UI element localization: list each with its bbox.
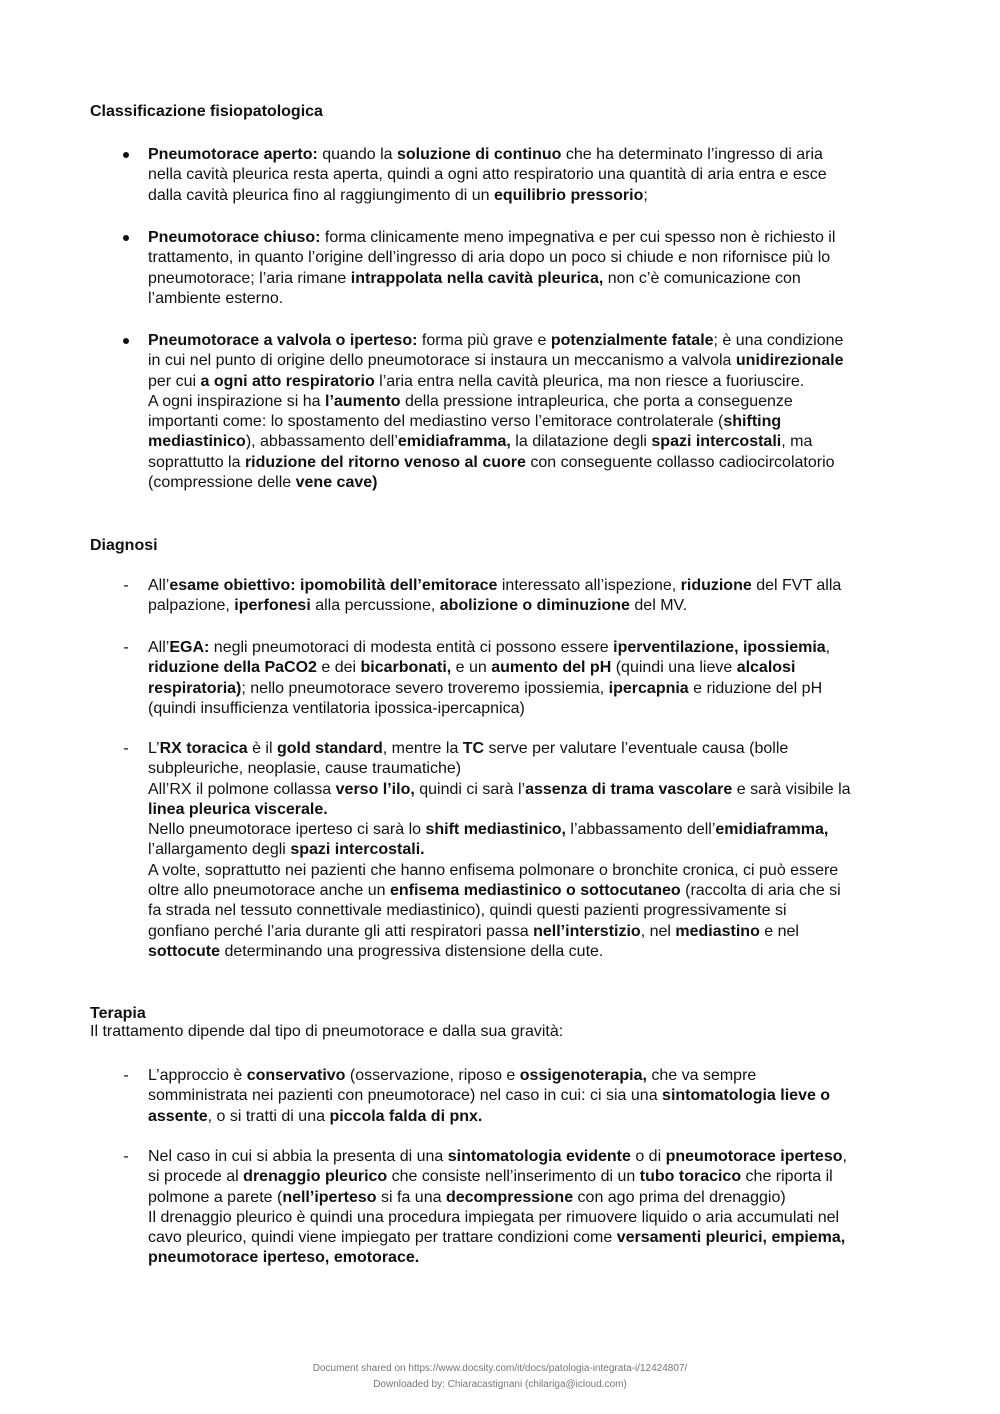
- bold-text: tubo toracico: [639, 1168, 742, 1186]
- bullet-icon: [116, 331, 136, 344]
- bold-text: Pneumotorace chiuso:: [148, 229, 321, 246]
- text-line: [148, 658, 938, 678]
- text-line: [148, 289, 938, 309]
- bold-text: Pneumotorace aperto:: [148, 146, 318, 163]
- bold-text: pneumotorace iperteso: [665, 1148, 843, 1165]
- text: ,: [842, 1148, 847, 1165]
- text-line: [148, 432, 938, 452]
- list-item: [123, 1147, 938, 1269]
- bold-text: sottocute: [148, 942, 220, 960]
- text-line: [148, 145, 938, 165]
- text-line: [148, 840, 938, 860]
- bold-text: shifting: [723, 413, 782, 431]
- text: pneumotorace; l’aria rimane: [148, 269, 351, 287]
- bold-text: versamenti pleurici, empiema,: [616, 1229, 846, 1247]
- bold-text: bicarbonati,: [360, 659, 452, 677]
- bold-text: riduzione: [680, 577, 752, 594]
- text: interessato all’ispezione,: [497, 577, 681, 594]
- text: con ago prima del drenaggio): [573, 1188, 786, 1206]
- text: si fa una: [376, 1188, 446, 1206]
- text: che va sempre: [646, 1067, 757, 1084]
- bold-text: nell’iperteso: [282, 1188, 377, 1206]
- section-title-terapia: Terapia: [90, 1005, 146, 1022]
- list-item: [123, 1066, 938, 1127]
- text-line: [148, 372, 938, 392]
- text: (quindi una lieve: [611, 659, 737, 677]
- bullet-icon: [116, 145, 136, 158]
- text-line: [148, 780, 938, 800]
- bold-text: abolizione o diminuzione: [439, 597, 630, 615]
- text: l’aria entra nella cavità pleurica, ma non riesce a fuoriuscire.: [374, 372, 805, 390]
- text: All’: [148, 577, 170, 594]
- bold-text: spazi intercostali: [651, 433, 782, 451]
- text: ; è una condizione: [713, 332, 844, 349]
- list-item: [148, 331, 938, 493]
- bold-text: spazi intercostali.: [290, 841, 425, 859]
- bold-text: pneumotorace iperteso, emotorace.: [148, 1249, 420, 1267]
- text: A ogni inspirazione si ha: [148, 392, 325, 410]
- text-line: [148, 679, 938, 699]
- bullet-icon: [116, 228, 136, 241]
- text-line: [148, 412, 938, 432]
- text: All’RX il polmone collassa: [148, 780, 336, 798]
- text: A volte, soprattutto nei pazienti che hanno enfisema polmonare o bronchite cronica, ci può essere: [148, 861, 839, 879]
- bold-text: vene cave): [295, 474, 378, 492]
- text-line: [148, 1208, 938, 1228]
- list-item: [148, 228, 938, 309]
- text: e un: [451, 659, 492, 677]
- text: L’approccio è: [148, 1067, 247, 1084]
- text: (osservazione, riposo e: [345, 1067, 520, 1084]
- text-line: [148, 331, 938, 351]
- list-item: [148, 145, 938, 206]
- bold-text: gold standard: [276, 740, 383, 757]
- bold-text: TC: [462, 740, 485, 757]
- text-line: [148, 228, 938, 248]
- text-line: [148, 248, 938, 268]
- text: subpleuriche, neoplasie, cause traumatiche): [148, 760, 462, 778]
- text: L’: [148, 740, 160, 757]
- text-line: [148, 699, 938, 719]
- text: forma più grave e: [417, 332, 551, 349]
- bold-text: nell’interstizio: [533, 922, 641, 940]
- text: in cui nel punto di origine dello pneumotorace si instaura un meccanismo a valvola: [148, 352, 736, 370]
- bold-text: sintomatologia evidente: [447, 1148, 631, 1165]
- text-line: [148, 473, 938, 493]
- text-line: [148, 1248, 938, 1268]
- text-line: [148, 881, 938, 901]
- text: per cui: [148, 372, 201, 390]
- text-line: [148, 1066, 938, 1086]
- bold-text: aumento del pH: [491, 659, 612, 677]
- text: e dei: [316, 659, 361, 677]
- bold-text: EGA:: [169, 639, 210, 656]
- text: del MV.: [629, 597, 688, 615]
- text: negli pneumotoraci di modesta entità ci possono essere: [209, 639, 614, 656]
- text: dalla cavità pleurica fino al raggiungimento di un: [148, 186, 494, 204]
- text: All’: [148, 639, 170, 656]
- text: , mentre la: [382, 740, 463, 757]
- text: quindi ci sarà l’: [414, 780, 526, 798]
- footer-downloaded-by: Downloaded by: Chiaracastignani (chilariga@icloud.com): [373, 1379, 627, 1390]
- text: che ha determinato l’ingresso di aria: [561, 146, 823, 163]
- text-line: [148, 638, 938, 658]
- bold-text: iperfonesi: [234, 597, 311, 615]
- bold-text: riduzione del ritorno venoso al cuore: [244, 453, 526, 471]
- list-item: [123, 739, 938, 962]
- text-line: [148, 392, 938, 412]
- text: (raccolta di aria che si: [680, 882, 841, 900]
- text: è il: [247, 740, 277, 757]
- text: (quindi insufficienza ventilatoria ipossica-ipercapnica): [148, 699, 525, 717]
- bold-text: riduzione della PaCO2: [148, 659, 317, 677]
- text-line: [148, 759, 938, 779]
- text-line: [148, 1086, 938, 1106]
- text: palpazione,: [148, 597, 235, 615]
- section-title-diagnosi: Diagnosi: [90, 537, 158, 554]
- text: somministrata nei pazienti con pneumotorace) nel caso in cui: ci sia una: [148, 1087, 663, 1105]
- dash-marker-icon: -: [123, 1067, 129, 1084]
- text: non c’è comunicazione con: [603, 269, 801, 287]
- text: con conseguente collasso cadiocircolatorio: [525, 453, 835, 471]
- text-line: [148, 901, 938, 921]
- bold-text: mediastinico: [148, 433, 246, 451]
- text-line: [148, 820, 938, 840]
- text: trattamento, in quanto l’origine dell’ingresso di aria dopo un poco si chiude e non rifornisce più lo: [148, 249, 831, 267]
- text-line: [148, 1228, 938, 1248]
- bold-text: sintomatologia lieve o: [662, 1087, 831, 1105]
- text-line: [148, 800, 938, 820]
- dash-marker-icon: -: [123, 740, 129, 757]
- text-line: [148, 1188, 938, 1208]
- text-line: [148, 351, 938, 371]
- bold-text: iperventilazione, ipossiemia: [613, 639, 826, 656]
- dash-marker-icon: -: [123, 639, 129, 656]
- section-title-classificazione: Classificazione fisiopatologica: [90, 103, 323, 120]
- text-line: [148, 942, 938, 962]
- text: e riduzione del pH: [688, 679, 823, 697]
- text: e sarà visibile la: [732, 780, 851, 798]
- text: forma clinicamente meno impegnativa e per cui spesso non è richiesto il: [320, 229, 836, 246]
- bold-text: enfisema mediastinico o sottocutaneo: [389, 882, 681, 900]
- text: serve per valutare l’eventuale causa (bolle: [484, 740, 789, 757]
- bold-text: ossigenoterapia,: [519, 1067, 647, 1084]
- bold-text: potenzialmente fatale: [550, 332, 714, 349]
- text: , o si tratti di una: [207, 1107, 330, 1125]
- text: polmone a parete (: [148, 1188, 283, 1206]
- text: alla percussione,: [310, 597, 440, 615]
- text-line: [148, 739, 938, 759]
- bold-text: piccola falda di pnx.: [329, 1107, 483, 1125]
- text: oltre allo pneumotorace anche un: [148, 882, 390, 900]
- text: l’ambiente esterno.: [148, 289, 284, 307]
- bold-text: unidirezionale: [735, 352, 844, 370]
- bold-text: a ogni atto respiratorio: [200, 372, 375, 390]
- text-line: [148, 269, 938, 289]
- text: della pressione intrapleurica, che porta a conseguenze: [400, 392, 793, 410]
- bold-text: emidiaframma,: [397, 433, 511, 451]
- bold-text: assente: [148, 1107, 208, 1125]
- text-line: [148, 165, 938, 185]
- text: ,: [825, 639, 831, 656]
- text: che consiste nell’inserimento di un: [387, 1168, 640, 1186]
- text: Nello pneumotorace iperteso ci sarà lo: [148, 821, 426, 839]
- text: si procede al: [148, 1168, 244, 1186]
- text: ;: [643, 186, 648, 204]
- bold-text: mediastino: [675, 922, 760, 940]
- text-line: [148, 922, 938, 942]
- bold-text: assenza di trama vascolare: [525, 780, 733, 798]
- text-line: [148, 576, 938, 596]
- bold-text: RX toracica: [159, 740, 248, 757]
- text: ), abbassamento dell’: [245, 433, 398, 451]
- list-item: [123, 638, 938, 719]
- text: nella cavità pleurica resta aperta, quindi a ogni atto respiratorio una quantità di aria entra e esce: [148, 166, 827, 184]
- text-line: [148, 186, 938, 206]
- text: , ma: [781, 433, 813, 451]
- text: cavo pleurico, quindi viene impiegato per trattare condizioni come: [148, 1229, 617, 1247]
- text-line: [148, 596, 938, 616]
- text: Nel caso in cui si abbia la presenta di una: [148, 1148, 448, 1165]
- text: (compressione delle: [148, 474, 296, 492]
- bold-text: respiratoria): [148, 679, 242, 697]
- bold-text: equilibrio pressorio: [494, 186, 644, 204]
- bold-text: drenaggio pleurico: [243, 1168, 388, 1186]
- bold-text: conservativo: [246, 1067, 346, 1084]
- text: determinando una progressiva distensione della cute.: [220, 942, 604, 960]
- text-line: [148, 1167, 938, 1187]
- text-line: [148, 861, 938, 881]
- text-line: [148, 453, 938, 473]
- text: del FVT alla: [751, 577, 842, 594]
- text: , nel: [640, 922, 676, 940]
- text: che riporta il: [741, 1168, 833, 1186]
- bold-text: linea pleurica viscerale.: [148, 800, 328, 818]
- bold-text: verso l’ilo,: [335, 780, 415, 798]
- bold-text: shift mediastinico,: [425, 821, 566, 839]
- section-intro: Il trattamento dipende dal tipo di pneumotorace e dalla sua gravità:: [90, 1023, 564, 1040]
- bold-text: intrappolata nella cavità pleurica,: [350, 269, 604, 287]
- text: soprattutto la: [148, 453, 245, 471]
- bold-text: esame obiettivo: ipomobilità dell’emitorace: [169, 577, 498, 594]
- bold-text: Pneumotorace a valvola o iperteso:: [148, 332, 418, 349]
- bold-text: soluzione di continuo: [397, 146, 562, 163]
- list-item: [123, 576, 938, 617]
- bold-text: l’aumento: [325, 392, 401, 410]
- text-line: [148, 1147, 938, 1167]
- bold-text: ipercapnia: [608, 679, 689, 697]
- text: e nel: [759, 922, 799, 940]
- text: la dilatazione degli: [510, 433, 652, 451]
- text: l’allargamento degli: [148, 841, 291, 859]
- dash-marker-icon: -: [123, 1148, 129, 1165]
- dash-marker-icon: -: [123, 577, 129, 594]
- text-line: [148, 1107, 938, 1127]
- text: quando la: [317, 146, 397, 163]
- text: fa strada nel tessuto connettivale mediastinico), quindi questi pazienti progressivamente si: [148, 902, 787, 920]
- text: Il drenaggio pleurico è quindi una procedura impiegata per rimuovere liquido o aria accumulati nel: [148, 1208, 840, 1226]
- text: l’abbassamento dell’: [565, 821, 716, 839]
- text: ; nello pneumotorace severo troveremo ipossiemia,: [241, 679, 609, 697]
- bold-text: emidiaframma,: [715, 821, 829, 839]
- text: importanti come: lo spostamento del mediastino verso l’emitorace controlaterale (: [148, 413, 724, 431]
- text: gonfiano perché l’aria durante gli atti respiratori passa: [148, 922, 534, 940]
- bold-text: alcalosi: [736, 659, 796, 677]
- text: o di: [630, 1148, 666, 1165]
- bold-text: decompressione: [445, 1188, 574, 1206]
- footer-shared-link: Document shared on https://www.docsity.com/it/docs/patologia-integrata-i/12424807/: [312, 1363, 688, 1374]
